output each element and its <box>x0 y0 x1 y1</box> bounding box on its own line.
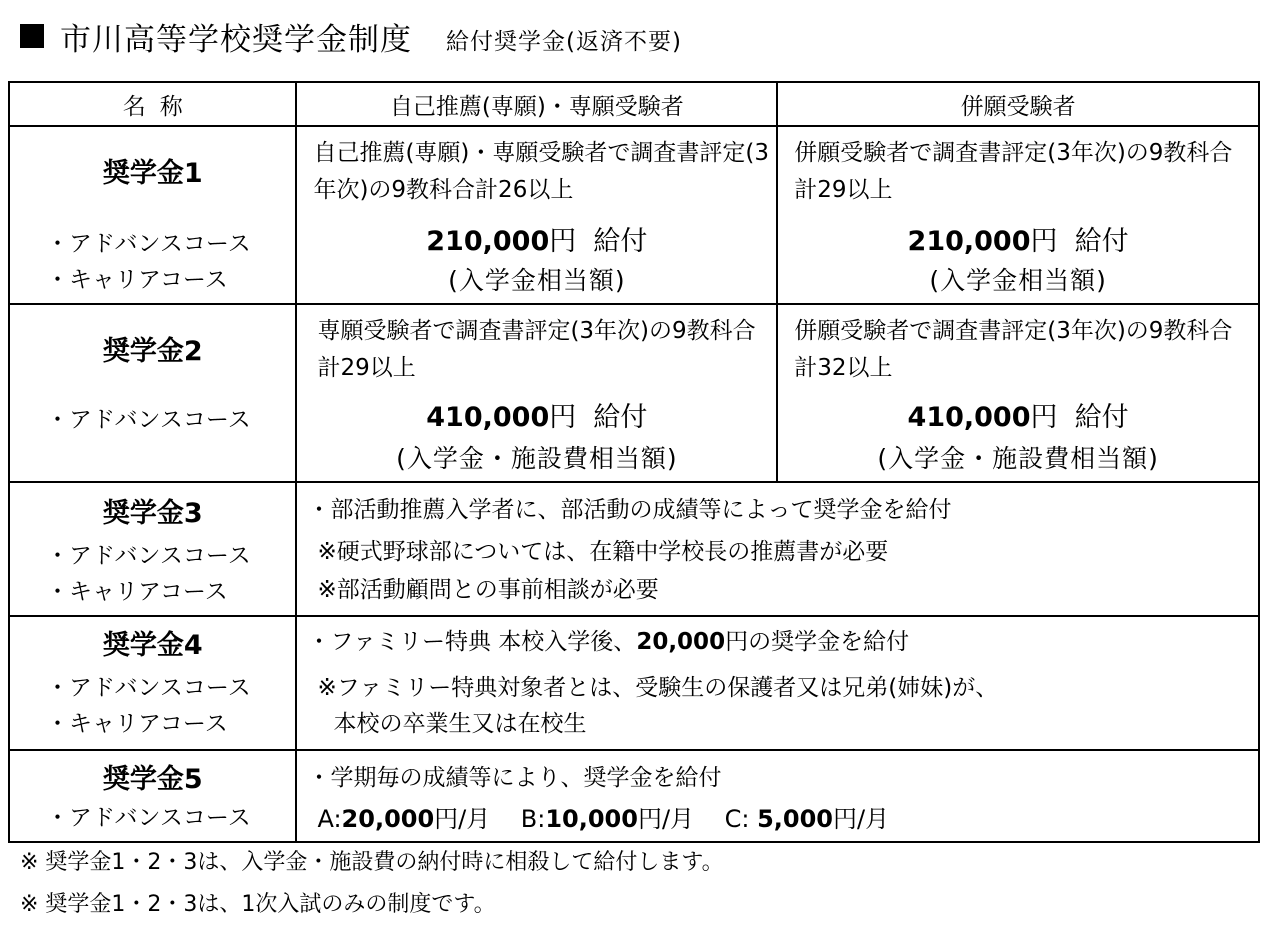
course-label: ・アドバンスコース <box>46 231 251 257</box>
footnote-offset: ※ 奨学金1・2・3は、入学金・施設費の納付時に相殺して給付します。 <box>20 850 724 875</box>
amount-value: 20,000 <box>636 629 726 655</box>
details-line: ・部活動推薦入学者に、部活動の成績等によって奨学金を給付 <box>307 497 952 523</box>
details-prefix: ・ファミリー特典 本校入学後、 <box>307 629 637 655</box>
header-self-recommendation: 自己推薦(専願)・専願受験者 <box>296 82 777 126</box>
rate-list <box>317 799 889 834</box>
scholarship-name-cell <box>9 482 296 616</box>
square-bullet-icon <box>20 24 44 48</box>
table-row-scholarship-3 <box>9 482 1259 616</box>
details-note: 本校の卒業生又は在校生 <box>333 711 587 737</box>
scholarship-name-cell <box>9 304 296 482</box>
amount-value: 410,000 <box>907 402 1031 433</box>
course-label: ・アドバンスコース <box>46 543 251 569</box>
combined-applicants-cell <box>777 126 1259 304</box>
scholarship-name-cell <box>9 750 296 842</box>
equivalent-note: (入学金・施設費相当額) <box>396 444 678 473</box>
scholarship-name: 奨学金3 <box>102 498 203 529</box>
rate-label: A: <box>317 805 342 833</box>
rate-amount: 5,000 <box>757 805 833 833</box>
grant-amount <box>778 395 1258 434</box>
amount-value: 410,000 <box>426 402 550 433</box>
course-label: ・キャリアコース <box>46 711 228 737</box>
header-name: 名称 <box>9 82 296 126</box>
table-row-scholarship-5 <box>9 750 1259 842</box>
rate-a <box>317 805 490 833</box>
table-row-scholarship-2 <box>9 304 1259 482</box>
details-note: ※ファミリー特典対象者とは、受験生の保護者又は兄弟(姉妹)が、 <box>317 675 999 701</box>
grant-label: 給付 <box>593 402 648 433</box>
scholarship-name: 奨学金1 <box>102 158 203 189</box>
details-suffix: 円の奨学金を給付 <box>725 629 910 655</box>
grant-label: 給付 <box>1074 402 1129 433</box>
rate-unit: 円/月 <box>434 805 491 833</box>
criteria-text: 併願受験者で調査書評定(3年次)の9教科合計29以上 <box>794 140 1233 203</box>
course-label: ・キャリアコース <box>46 579 228 605</box>
grant-amount <box>778 219 1258 258</box>
footnote-first-round-only: ※ 奨学金1・2・3は、1次入試のみの制度です。 <box>20 892 496 917</box>
amount-unit: 円 <box>1030 226 1058 257</box>
scholarship-name: 奨学金5 <box>102 764 203 795</box>
page-subtitle: 給付奨学金(返済不要) <box>446 28 682 55</box>
amount-value: 210,000 <box>426 226 550 257</box>
scholarship-3-details-cell <box>296 482 1259 616</box>
grant-label: 給付 <box>1074 226 1129 257</box>
rate-c <box>725 805 890 833</box>
scholarship-name: 奨学金4 <box>102 630 203 661</box>
scholarship-name-cell <box>9 126 296 304</box>
grant-amount <box>297 219 776 258</box>
equivalent-note: (入学金相当額) <box>448 266 626 295</box>
amount-unit: 円 <box>1030 402 1058 433</box>
page-title: 市川高等学校奨学金制度 <box>60 21 412 58</box>
scholarship-5-details-cell <box>296 750 1259 842</box>
rate-amount: 10,000 <box>545 805 638 833</box>
details-line <box>307 623 909 656</box>
rate-b <box>521 805 694 833</box>
scholarship-4-details-cell <box>296 616 1259 750</box>
scholarship-table <box>8 81 1260 843</box>
amount-unit: 円 <box>549 402 577 433</box>
self-recommendation-cell <box>296 126 777 304</box>
combined-applicants-cell <box>777 304 1259 482</box>
details-note: ※硬式野球部については、在籍中学校長の推薦書が必要 <box>317 539 889 565</box>
rate-label: C: <box>724 805 758 833</box>
rate-unit: 円/月 <box>637 805 695 833</box>
rate-label: B: <box>520 805 546 833</box>
course-label: ・アドバンスコース <box>46 407 251 433</box>
criteria-text: 専願受験者で調査書評定(3年次)の9教科合計29以上 <box>317 318 756 381</box>
self-recommendation-cell <box>296 304 777 482</box>
header-combined-applicants: 併願受験者 <box>777 82 1259 126</box>
grant-amount <box>297 395 776 434</box>
equivalent-note: (入学金・施設費相当額) <box>877 444 1159 473</box>
rate-unit: 円/月 <box>832 805 890 833</box>
scholarship-name-cell <box>9 616 296 750</box>
course-label: ・アドバンスコース <box>46 805 251 831</box>
amount-unit: 円 <box>549 226 577 257</box>
details-line: ・学期毎の成績等により、奨学金を給付 <box>307 765 722 791</box>
course-label: ・アドバンスコース <box>46 675 251 701</box>
table-row-scholarship-1 <box>9 126 1259 304</box>
grant-label: 給付 <box>593 226 648 257</box>
rate-amount: 20,000 <box>341 805 435 833</box>
table-row-scholarship-4 <box>9 616 1259 750</box>
course-label: ・キャリアコース <box>46 267 228 293</box>
page-title-row <box>20 14 682 58</box>
amount-value: 210,000 <box>907 226 1031 257</box>
equivalent-note: (入学金相当額) <box>929 266 1107 295</box>
details-note: ※部活動顧問との事前相談が必要 <box>317 577 659 603</box>
table-header-row <box>9 82 1259 126</box>
criteria-text: 自己推薦(専願)・専願受験者で調査書評定(3年次)の9教科合計26以上 <box>313 140 770 203</box>
criteria-text: 併願受験者で調査書評定(3年次)の9教科合計32以上 <box>794 318 1233 381</box>
scholarship-name: 奨学金2 <box>102 336 203 367</box>
